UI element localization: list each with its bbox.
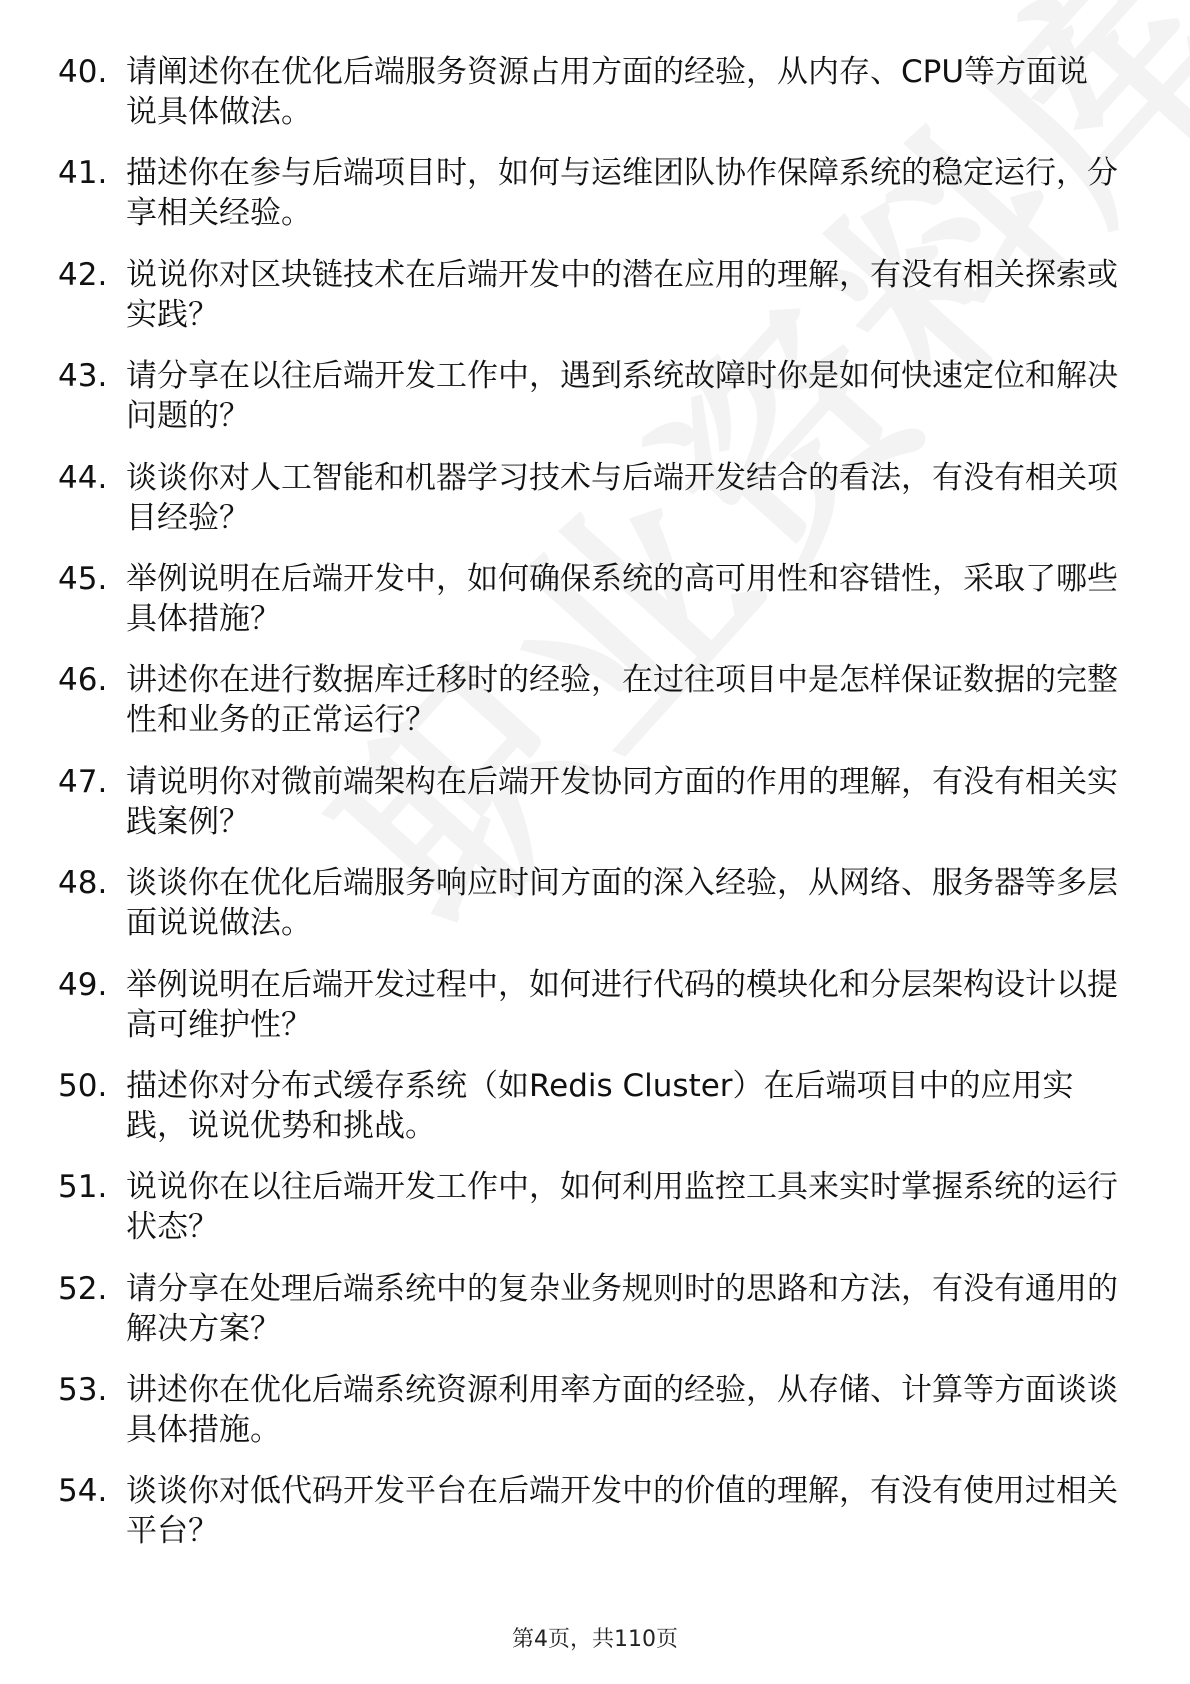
question-item — [58, 255, 1118, 335]
question-number: 48. — [58, 865, 108, 902]
question-item — [58, 458, 1118, 538]
question-item — [58, 1167, 1118, 1247]
question-item — [58, 1370, 1118, 1450]
question-number: 45. — [58, 560, 108, 597]
question-text: 讲述你在优化后端系统资源利用率方面的经验，从存储、计算等方面谈谈具体措施。 — [126, 1372, 1118, 1449]
question-text: 请分享在处理后端系统中的复杂业务规则时的思路和方法，有没有通用的解决方案？ — [126, 1270, 1118, 1347]
question-item — [58, 660, 1118, 740]
question-text: 请说明你对微前端架构在后端开发协同方面的作用的理解，有没有相关实践案例？ — [126, 763, 1118, 840]
question-number: 54. — [58, 1473, 108, 1510]
question-number: 50. — [58, 1067, 108, 1104]
question-text: 请阐述你在优化后端服务资源占用方面的经验，从内存、CPU等方面说说具体做法。 — [126, 54, 1089, 130]
question-number: 51. — [58, 1169, 108, 1206]
question-item — [58, 356, 1118, 436]
question-item — [58, 1471, 1118, 1551]
question-text: 说说你在以往后端开发工作中，如何利用监控工具来实时掌握系统的运行状态？ — [126, 1169, 1118, 1246]
question-text: 描述你对分布式缓存系统（如Redis Cluster）在后端项目中的应用实践，说说优势和挑战。 — [126, 1067, 1074, 1144]
question-text: 请分享在以往后端开发工作中，遇到系统故障时你是如何快速定位和解决问题的？ — [126, 358, 1118, 435]
question-text: 举例说明在后端开发中，如何确保系统的高可用性和容错性，采取了哪些具体措施？ — [126, 560, 1118, 637]
question-number: 46. — [58, 662, 108, 699]
question-text: 举例说明在后端开发过程中，如何进行代码的模块化和分层架构设计以提高可维护性？ — [126, 966, 1118, 1043]
question-number: 42. — [58, 256, 108, 293]
question-item — [58, 762, 1118, 842]
question-number: 49. — [58, 966, 108, 1003]
question-text: 讲述你在进行数据库迁移时的经验，在过往项目中是怎样保证数据的完整性和业务的正常运行？ — [126, 662, 1118, 739]
question-item — [58, 153, 1118, 233]
question-number: 47. — [58, 763, 108, 800]
question-item — [58, 1269, 1118, 1349]
question-item — [58, 965, 1118, 1045]
question-number: 43. — [58, 358, 108, 395]
question-text: 说说你对区块链技术在后端开发中的潜在应用的理解，有没有相关探索或实践？ — [126, 256, 1118, 333]
question-text: 描述你在参与后端项目时，如何与运维团队协作保障系统的稳定运行，分享相关经验。 — [126, 155, 1118, 232]
question-item — [58, 52, 1118, 132]
question-number: 41. — [58, 155, 108, 192]
question-item — [58, 559, 1118, 639]
question-text: 谈谈你对低代码开发平台在后端开发中的价值的理解，有没有使用过相关平台？ — [126, 1473, 1118, 1550]
question-item — [58, 863, 1118, 943]
question-number: 40. — [58, 54, 108, 90]
question-text: 谈谈你在优化后端服务响应时间方面的深入经验，从网络、服务器等多层面说说做法。 — [126, 865, 1118, 942]
question-list — [58, 52, 1118, 1573]
question-number: 53. — [58, 1372, 108, 1409]
question-item — [58, 1066, 1118, 1146]
question-number: 44. — [58, 459, 108, 496]
question-number: 52. — [58, 1270, 108, 1307]
question-text: 谈谈你对人工智能和机器学习技术与后端开发结合的看法，有没有相关项目经验？ — [126, 459, 1118, 536]
page-footer: 第4页，共110页 — [512, 1627, 678, 1652]
